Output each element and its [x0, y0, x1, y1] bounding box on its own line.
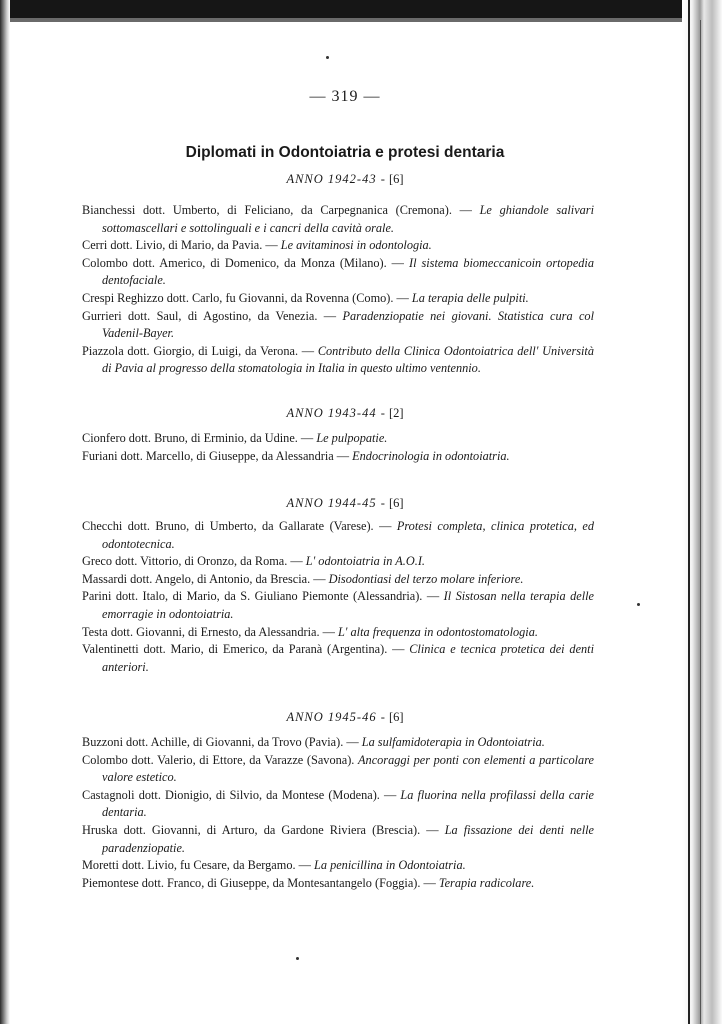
- scan-top-border: [0, 0, 722, 18]
- graduate-entry: [82, 641, 594, 676]
- thesis-title: Disodontiasi del terzo molare inferiore.: [328, 571, 524, 586]
- thesis-title: La terapia delle pulpiti.: [411, 290, 529, 305]
- graduate-count: [2]: [388, 406, 404, 420]
- graduate-name: Testa dott. Giovanni, di Ernesto, da Alessandria. —: [82, 624, 335, 639]
- graduate-name: Buzzoni dott. Achille, di Giovanni, da Trovo (Pavia). —: [82, 735, 359, 749]
- scan-speck: [296, 957, 299, 960]
- graduate-list: [82, 430, 594, 465]
- page-number: — 319 —: [309, 88, 381, 105]
- thesis-title: Le avitaminosi in odontologia.: [280, 238, 432, 253]
- thesis-title: La sulfamidoterapia in Odontoiatria.: [361, 735, 545, 749]
- thesis-title: Le pulpopatie.: [316, 431, 388, 445]
- graduate-count: [6]: [388, 172, 404, 186]
- graduate-name: Checchi dott. Bruno, di Umberto, da Gallarate (Varese). —: [82, 519, 392, 533]
- graduate-entry: [82, 571, 594, 589]
- graduate-name: Cionfero dott. Bruno, di Erminio, da Udine. —: [82, 431, 314, 445]
- graduate-entry: [82, 553, 594, 571]
- section-year-heading: [0, 710, 690, 725]
- page-title: Diplomati in Odontoiatria e protesi dentaria: [185, 144, 505, 161]
- thesis-title: Il sistema biomeccanicoin ortopedia dentofaciale.: [102, 255, 594, 288]
- thesis-title: Protesi completa, clinica protetica, ed odontotecnica.: [102, 519, 594, 551]
- scan-binding-line-secondary: [700, 20, 701, 1024]
- thesis-title: Terapia radicolare.: [438, 875, 535, 890]
- graduate-entry: [82, 875, 594, 893]
- graduate-name: Bianchessi dott. Umberto, di Feliciano, da Carpegnanica (Cremona). —: [82, 203, 472, 217]
- graduate-entry: [82, 290, 594, 308]
- graduate-count: [6]: [388, 496, 404, 510]
- graduate-entry: [82, 343, 594, 378]
- thesis-title: La penicillina in Odontoiatria.: [314, 858, 466, 873]
- graduate-entry: [82, 430, 594, 448]
- graduate-name: Parini dott. Italo, di Mario, da S. Giuliano Piemonte (Alessandria). —: [82, 589, 440, 604]
- graduate-entry: [82, 752, 594, 787]
- graduate-entry: [82, 857, 594, 875]
- year-label: ANNO 1942-43 -: [286, 172, 386, 186]
- section-year-heading: [0, 172, 690, 187]
- thesis-title: Clinica e tecnica protetica dei denti anteriori.: [102, 642, 595, 674]
- scan-speck: [637, 603, 640, 606]
- scan-speck: [326, 56, 329, 59]
- graduate-name: Colombo dott. Valerio, di Ettore, da Varazze (Savona).: [82, 752, 355, 767]
- graduate-name: Massardi dott. Angelo, di Antonio, da Brescia. —: [82, 571, 326, 586]
- graduate-name: Furiani dott. Marcello, di Giuseppe, da Alessandria —: [82, 448, 350, 463]
- graduate-name: Gurrieri dott. Saul, di Agostino, da Venezia. —: [82, 308, 337, 323]
- thesis-title: La fissazione dei denti nelle paradenziopatie.: [102, 822, 595, 855]
- graduate-entry: [82, 822, 594, 857]
- thesis-title: Il Sistosan nella terapia delle emorragie in odontoiatria.: [102, 589, 594, 621]
- thesis-title: Paradenziopatie nei giovani. Statistica cura col Vadenil-Bayer.: [102, 308, 594, 341]
- graduate-list: [82, 734, 594, 892]
- graduate-name: Piazzola dott. Giorgio, di Luigi, da Verona. —: [82, 343, 315, 358]
- graduate-name: Hruska dott. Giovanni, di Arturo, da Gardone Riviera (Brescia). —: [82, 822, 439, 837]
- graduate-count: [6]: [388, 710, 404, 724]
- graduate-entry: [82, 202, 594, 237]
- graduate-name: Greco dott. Vittorio, di Oronzo, da Roma. —: [82, 554, 303, 569]
- graduate-entry: [82, 518, 594, 553]
- thesis-title: Ancoraggi per ponti con elementi a particolare valore estetico.: [102, 752, 594, 785]
- graduate-name: Cerri dott. Livio, di Mario, da Pavia. —: [82, 238, 278, 253]
- thesis-title: Contributo della Clinica Odontoiatrica dell' Università di Pavia al progresso della stomatologia in Italia in questo ultimo ventennio.: [102, 343, 594, 376]
- graduate-list: [82, 202, 594, 378]
- graduate-list: [82, 518, 594, 676]
- graduate-entry: [82, 255, 594, 290]
- graduate-name: Crespi Reghizzo dott. Carlo, fu Giovanni, da Rovenna (Como). —: [82, 290, 409, 305]
- scan-top-shadow: [0, 18, 722, 22]
- graduate-entry: [82, 588, 594, 623]
- graduate-name: Piemontese dott. Franco, di Giuseppe, da Montesantangelo (Foggia). —: [82, 875, 436, 890]
- thesis-title: Le ghiandole salivari sottomascellari e sottolinguali e i cancri della cavità orale.: [102, 203, 594, 235]
- thesis-title: L' alta frequenza in odontostomatologia.: [337, 624, 538, 639]
- graduate-entry: [82, 448, 594, 466]
- thesis-title: Endocrinologia in odontoiatria.: [352, 448, 510, 463]
- graduate-name: Castagnoli dott. Dionigio, di Silvio, da Montese (Modena). —: [82, 787, 397, 802]
- graduate-entry: [82, 787, 594, 822]
- thesis-title: La fluorina nella profilassi della carie dentaria.: [102, 787, 594, 820]
- year-label: ANNO 1945-46 -: [286, 710, 386, 724]
- graduate-entry: [82, 308, 594, 343]
- graduate-name: Valentinetti dott. Mario, di Emerico, da Paranà (Argentina). —: [82, 642, 405, 657]
- section-year-heading: [0, 496, 690, 511]
- section-year-heading: [0, 406, 690, 421]
- thesis-title: L' odontoiatria in A.O.I.: [305, 554, 425, 569]
- graduate-entry: [82, 237, 594, 255]
- graduate-name: Moretti dott. Livio, fu Cesare, da Bergamo. —: [82, 858, 311, 873]
- year-label: ANNO 1944-45 -: [286, 496, 386, 510]
- graduate-name: Colombo dott. Americo, di Domenico, da Monza (Milano). —: [82, 255, 404, 270]
- year-label: ANNO 1943-44 -: [286, 406, 386, 420]
- graduate-entry: [82, 624, 594, 642]
- graduate-entry: [82, 734, 594, 752]
